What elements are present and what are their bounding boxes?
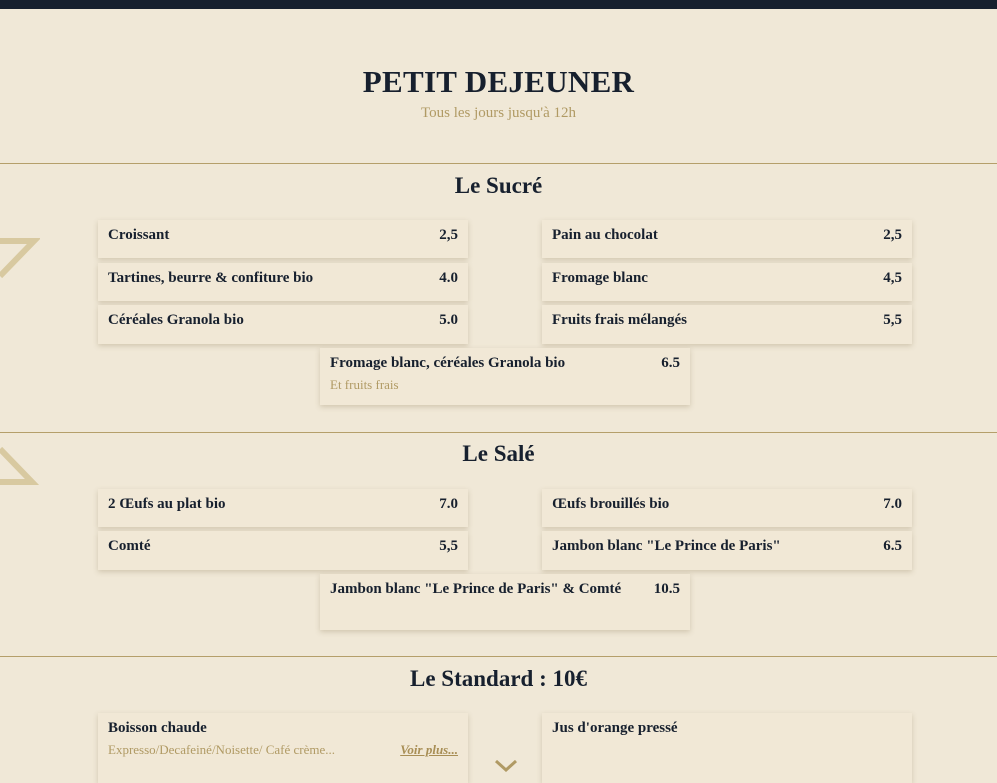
see-more-link[interactable]: Voir plus... bbox=[400, 742, 458, 757]
section-title-sucre: Le Sucré bbox=[454, 173, 543, 198]
item-name: Céréales Granola bio bbox=[108, 312, 244, 328]
item-price: 6.5 bbox=[661, 355, 680, 371]
item-name: Fromage blanc bbox=[552, 270, 648, 286]
item-price: 5,5 bbox=[883, 312, 902, 328]
item-name: Œufs brouillés bio bbox=[552, 496, 670, 512]
item-name: Jambon blanc "Le Prince de Paris" & Comté bbox=[330, 581, 622, 597]
menu-item[interactable] bbox=[542, 263, 912, 301]
page-title: PETIT DEJEUNER bbox=[362, 64, 635, 99]
item-name: Comté bbox=[108, 538, 151, 554]
menu-item[interactable] bbox=[98, 220, 468, 258]
menu-item[interactable] bbox=[542, 305, 912, 344]
section-title-sale: Le Salé bbox=[462, 441, 535, 466]
item-name: Pain au chocolat bbox=[552, 227, 658, 243]
item-name: Tartines, beurre & confiture bio bbox=[108, 270, 314, 286]
menu-item[interactable] bbox=[98, 489, 468, 527]
item-price: 10.5 bbox=[653, 581, 680, 597]
top-bar bbox=[0, 0, 997, 9]
menu-item[interactable] bbox=[98, 263, 468, 301]
item-price: 4.0 bbox=[439, 270, 458, 286]
item-price: 2,5 bbox=[883, 227, 902, 243]
item-name: 2 Œufs au plat bio bbox=[108, 496, 226, 512]
item-description: Expresso/Decafeiné/Noisette/ Café crème... bbox=[108, 742, 336, 757]
menu-item[interactable] bbox=[542, 531, 912, 570]
section-title-standard: Le Standard : 10€ bbox=[410, 666, 587, 691]
page-subtitle: Tous les jours jusqu'à 12h bbox=[421, 105, 576, 121]
item-price: 6.5 bbox=[883, 538, 902, 554]
item-price: 7.0 bbox=[883, 496, 902, 512]
menu-item[interactable] bbox=[98, 305, 468, 344]
item-price: 2,5 bbox=[439, 227, 458, 243]
item-name: Fromage blanc, céréales Granola bio bbox=[330, 355, 566, 371]
divider bbox=[0, 432, 997, 433]
chevron-down-icon[interactable] bbox=[494, 760, 518, 772]
item-name: Boisson chaude bbox=[108, 720, 207, 736]
item-description: Et fruits frais bbox=[330, 377, 399, 392]
divider bbox=[0, 163, 997, 164]
item-name: Fruits frais mélangés bbox=[552, 312, 687, 328]
item-price: 4,5 bbox=[883, 270, 902, 286]
item-price: 5,5 bbox=[439, 538, 458, 554]
menu-item[interactable] bbox=[542, 489, 912, 527]
menu-item[interactable] bbox=[98, 531, 468, 570]
menu-item[interactable] bbox=[320, 348, 690, 405]
item-price: 5.0 bbox=[439, 312, 458, 328]
item-price: 7.0 bbox=[439, 496, 458, 512]
menu-item[interactable] bbox=[542, 220, 912, 258]
divider bbox=[0, 656, 997, 657]
item-name: Jambon blanc "Le Prince de Paris" bbox=[552, 538, 781, 554]
menu-item[interactable] bbox=[320, 574, 690, 630]
item-name: Jus d'orange pressé bbox=[552, 720, 678, 736]
menu-item[interactable] bbox=[98, 713, 468, 783]
decorative-triangle-icon bbox=[0, 236, 40, 280]
item-name: Croissant bbox=[108, 227, 170, 243]
menu-item[interactable] bbox=[542, 713, 912, 783]
